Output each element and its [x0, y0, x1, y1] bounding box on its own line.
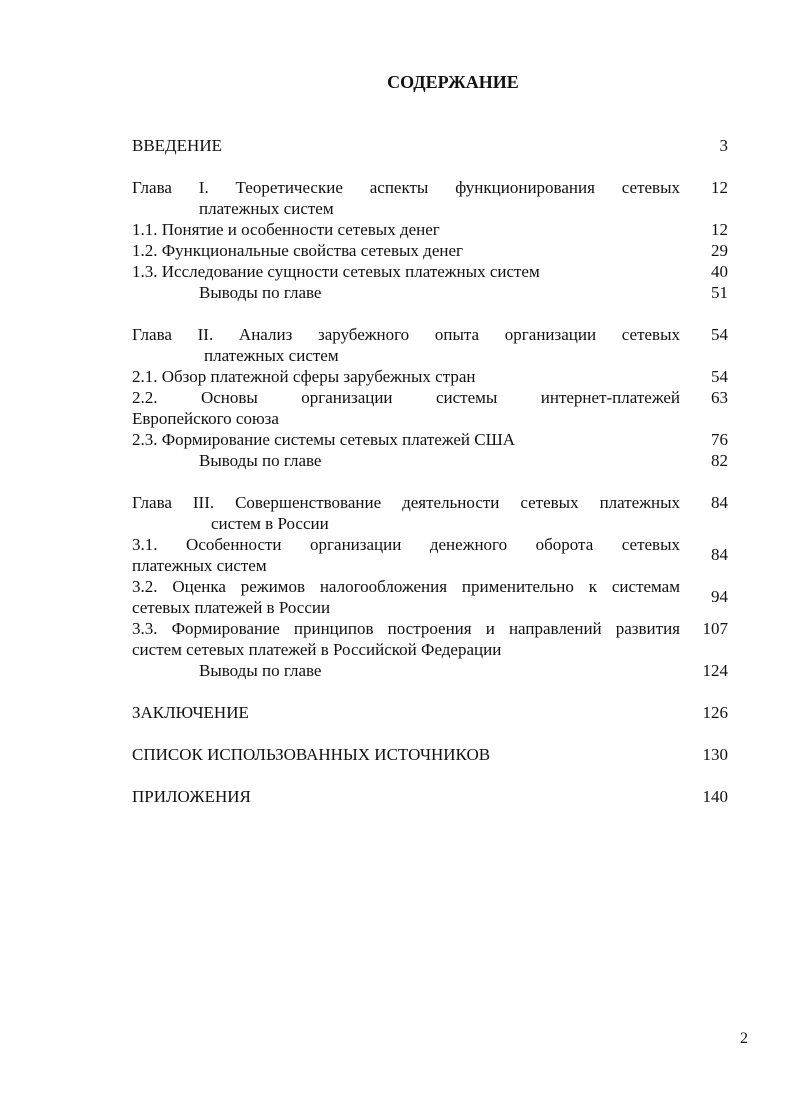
table-of-contents [132, 135, 728, 807]
toc-conclusion-label: Выводы по главе [199, 451, 322, 470]
toc-intro-label: ВВЕДЕНИЕ [132, 136, 222, 155]
toc-chapter-2-page: 54 [711, 325, 728, 344]
toc-appendices-page: 140 [702, 787, 728, 806]
toc-intro[interactable] [132, 135, 728, 156]
toc-chapter-1-heading-line2: платежных систем [199, 199, 334, 218]
toc-conclusion-main-label: ЗАКЛЮЧЕНИЕ [132, 703, 249, 722]
toc-chapter-1-heading-cont [132, 198, 728, 219]
toc-item-label [132, 576, 680, 618]
toc-item-label: 2.3. Формирование системы сетевых платежей США [132, 430, 516, 449]
toc-chapter-2-heading-line1: Глава II. Анализ зарубежного опыта организации сетевых [132, 325, 680, 344]
toc-conclusion-page: 124 [702, 661, 728, 680]
page-number: 2 [740, 1030, 748, 1047]
toc-chapter-2-heading[interactable] [132, 324, 728, 345]
toc-chapter-2-heading-line2: платежных систем [204, 346, 339, 365]
toc-item-2-2-cont [132, 408, 728, 429]
toc-chapter-1-heading-line1: Глава I. Теоретические аспекты функционирования сетевых [132, 178, 680, 197]
toc-item-label [132, 618, 680, 660]
toc-item-label-line1: 3.1. Особенности организации денежного оборота сетевых [132, 535, 680, 554]
toc-item-3-3[interactable] [132, 618, 728, 660]
toc-item-3-1[interactable] [132, 534, 728, 576]
toc-item-label-line2: платежных систем [132, 556, 267, 575]
toc-chapter-1-conclusion[interactable] [132, 282, 728, 303]
toc-item-page: 94 [711, 587, 728, 606]
toc-item-page: 40 [711, 262, 728, 281]
toc-item-label-line2: систем сетевых платежей в Российской Федерации [132, 640, 502, 659]
toc-conclusion-label: Выводы по главе [199, 283, 322, 302]
toc-conclusion-label: Выводы по главе [199, 661, 322, 680]
toc-chapter-2-conclusion[interactable] [132, 450, 728, 471]
toc-chapter-3-heading-cont [132, 513, 728, 534]
toc-item-label: 1.1. Понятие и особенности сетевых денег [132, 220, 440, 239]
toc-item-label [132, 534, 680, 576]
toc-item-page: 54 [711, 367, 728, 386]
toc-chapter-3-heading[interactable] [132, 492, 728, 513]
toc-item-label: 2.1. Обзор платежной сферы зарубежных стран [132, 367, 476, 386]
toc-item-label-line1: 3.3. Формирование принципов построения и направлений развития [132, 619, 680, 638]
toc-chapter-3-page: 84 [711, 493, 728, 512]
toc-item-label-cont: Европейского союза [132, 409, 279, 428]
toc-chapter-3-conclusion[interactable] [132, 660, 728, 681]
toc-chapter-3-heading-line2: систем в России [211, 514, 329, 533]
toc-item-page: 63 [711, 388, 728, 407]
toc-item-label-line2: сетевых платежей в России [132, 598, 331, 617]
toc-chapter-1-heading[interactable] [132, 177, 728, 198]
toc-conclusion[interactable] [132, 702, 728, 723]
toc-item-3-2[interactable] [132, 576, 728, 618]
toc-intro-page: 3 [719, 136, 728, 155]
toc-conclusion-page: 82 [711, 451, 728, 470]
toc-chapter-1-page: 12 [711, 178, 728, 197]
toc-item-1-3[interactable] [132, 261, 728, 282]
toc-conclusion-main-page: 126 [702, 703, 728, 722]
toc-item-2-2[interactable] [132, 387, 728, 408]
toc-item-label: 1.2. Функциональные свойства сетевых денег [132, 241, 463, 260]
toc-item-page: 12 [711, 220, 728, 239]
toc-item-page: 107 [702, 619, 728, 638]
toc-conclusion-page: 51 [711, 283, 728, 302]
toc-item-label-line1: 3.2. Оценка режимов налогообложения применительно к системам [132, 577, 680, 596]
toc-item-page: 76 [711, 430, 728, 449]
toc-sources[interactable] [132, 744, 728, 765]
toc-item-2-3[interactable] [132, 429, 728, 450]
toc-item-2-1[interactable] [132, 366, 728, 387]
toc-item-1-2[interactable] [132, 240, 728, 261]
toc-item-label: 2.2. Основы организации системы интернет-платежей [132, 388, 680, 407]
toc-item-page: 84 [711, 545, 728, 564]
toc-appendices-label: ПРИЛОЖЕНИЯ [132, 787, 251, 806]
toc-sources-label: СПИСОК ИСПОЛЬЗОВАННЫХ ИСТОЧНИКОВ [132, 745, 491, 764]
toc-item-label: 1.3. Исследование сущности сетевых платежных систем [132, 262, 540, 281]
toc-sources-page: 130 [702, 745, 728, 764]
toc-chapter-2-heading-cont [132, 345, 728, 366]
toc-appendices[interactable] [132, 786, 728, 807]
toc-chapter-3-heading-line1: Глава III. Совершенствование деятельности сетевых платежных [132, 493, 680, 512]
toc-item-1-1[interactable] [132, 219, 728, 240]
page-title: СОДЕРЖАНИЕ [387, 72, 519, 92]
toc-item-page: 29 [711, 241, 728, 260]
